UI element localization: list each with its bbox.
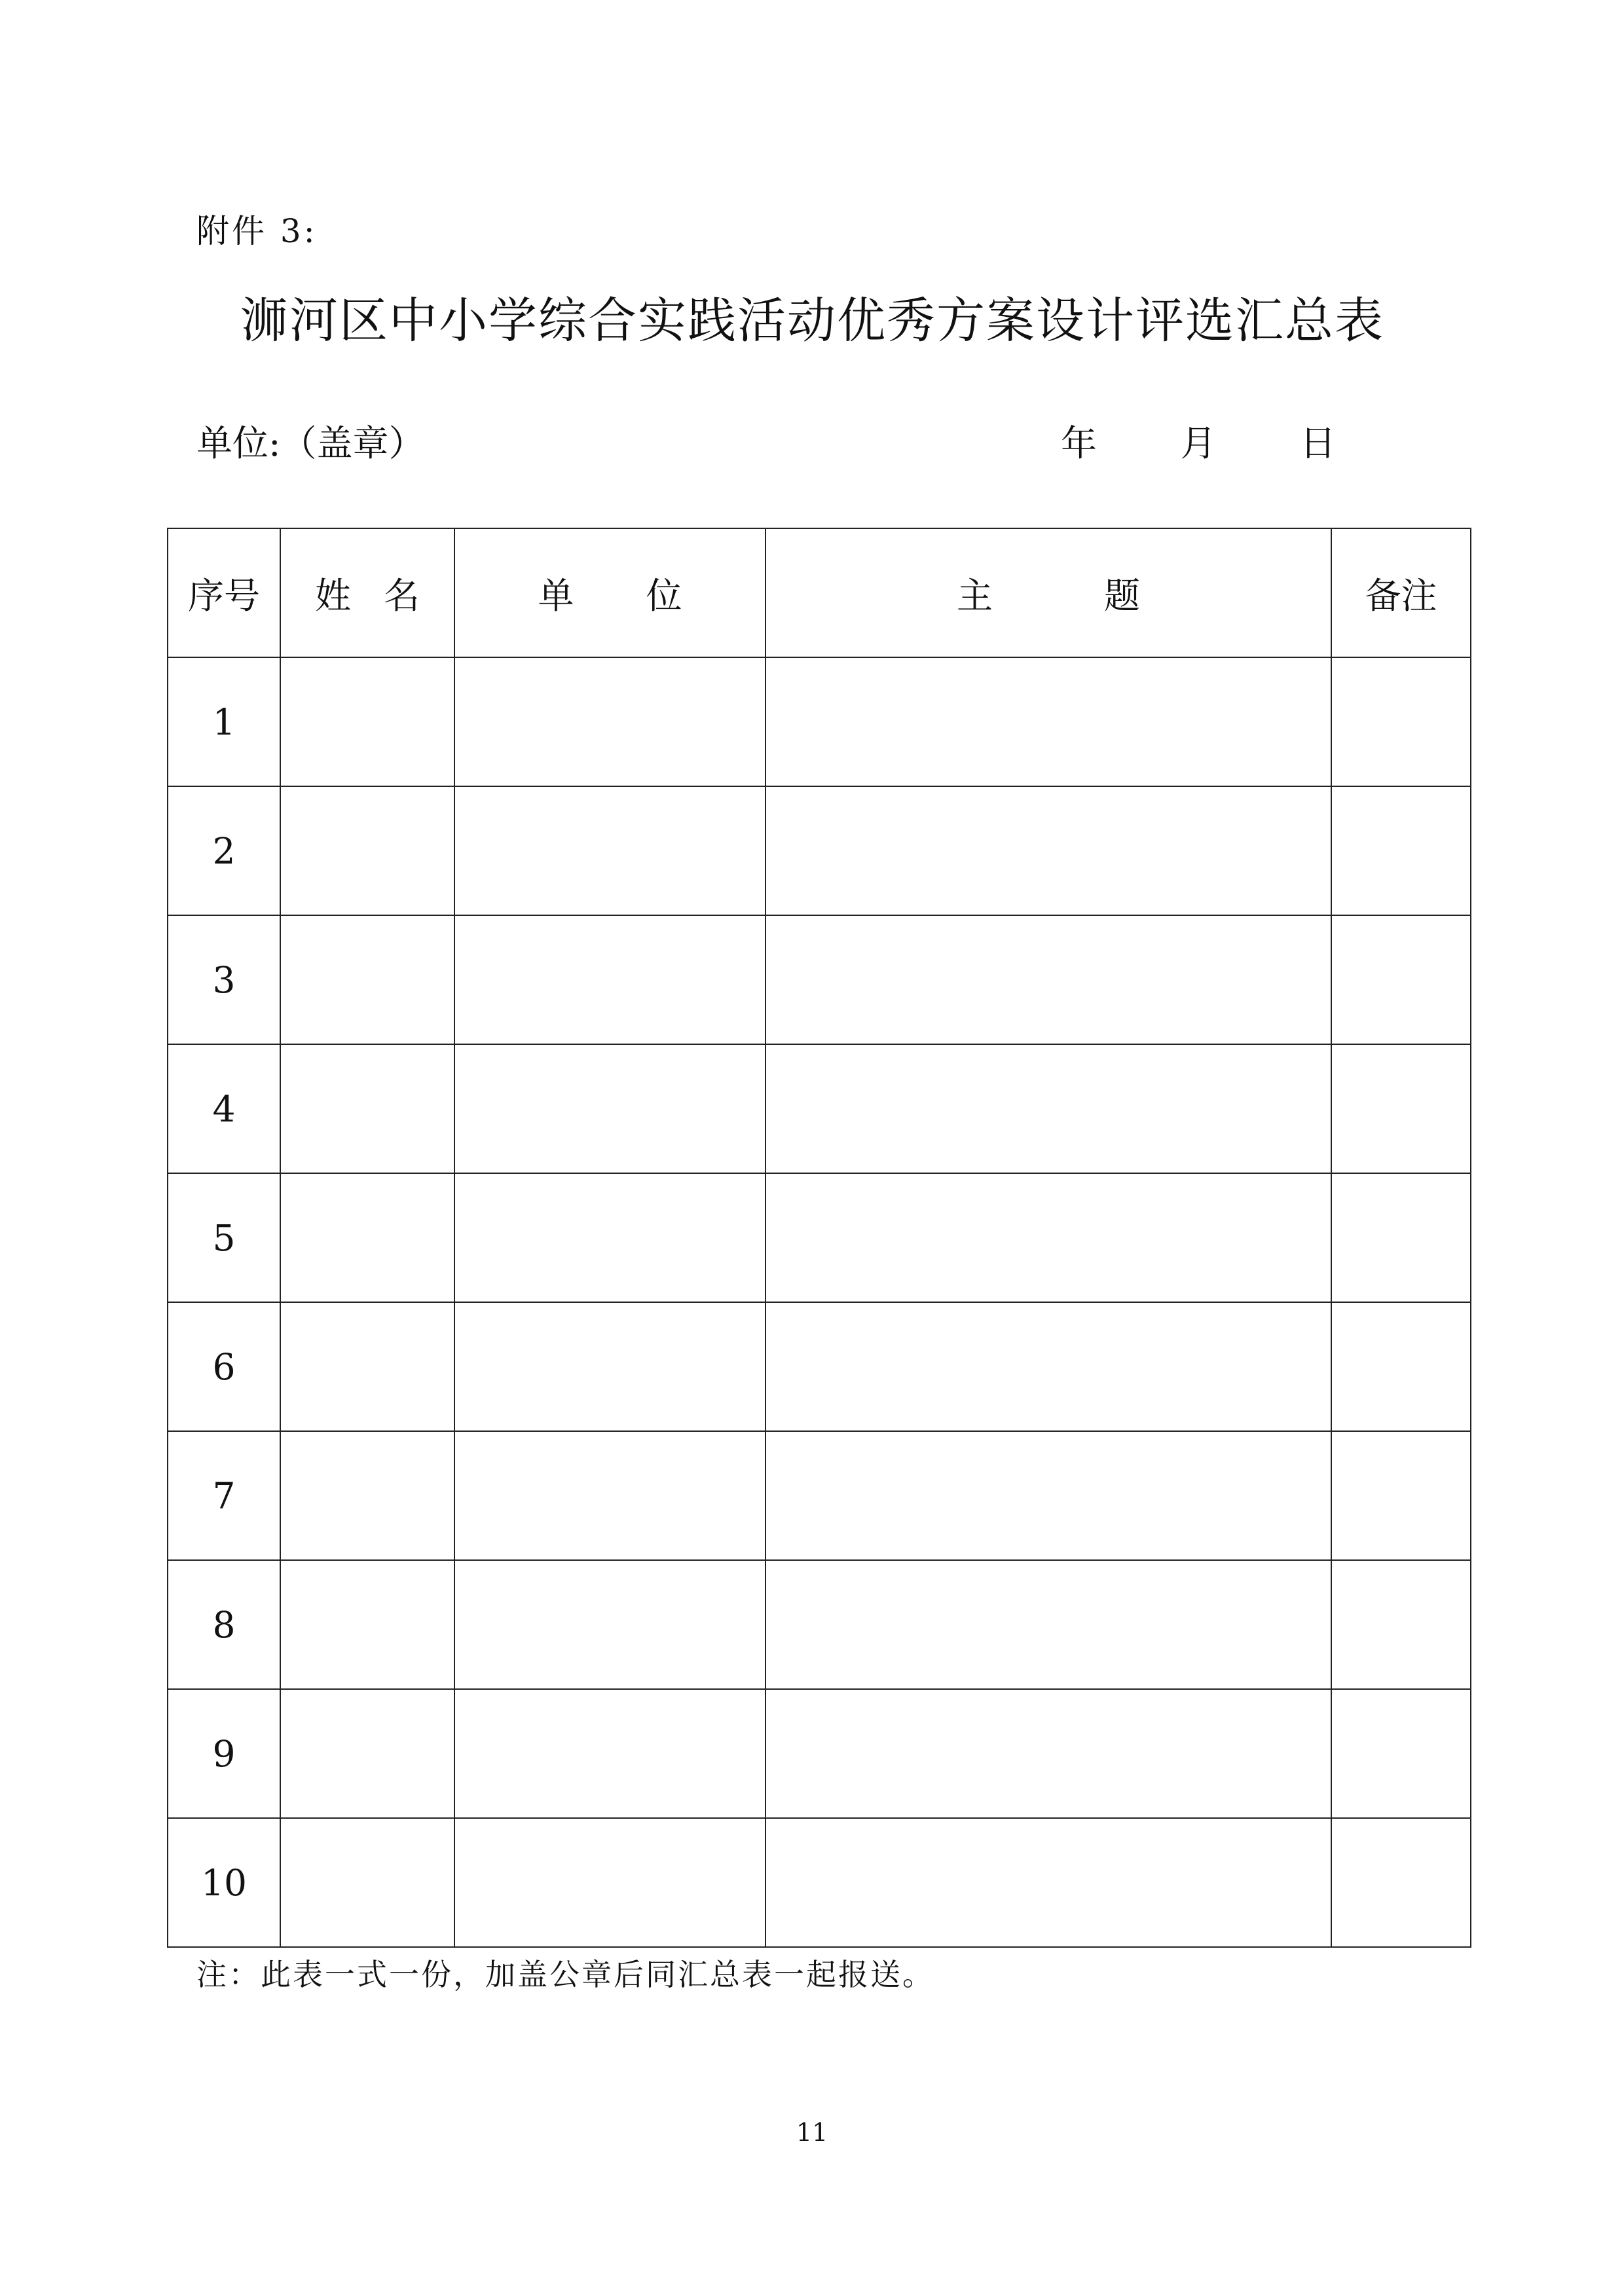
cell-unit[interactable] xyxy=(454,1044,766,1173)
cell-remark[interactable] xyxy=(1331,786,1471,915)
cell-unit[interactable] xyxy=(454,1302,766,1431)
cell-remark[interactable] xyxy=(1331,1173,1471,1302)
cell-seq: 7 xyxy=(168,1431,280,1560)
date-line xyxy=(1061,419,1336,468)
table-row xyxy=(168,1431,1471,1560)
cell-remark[interactable] xyxy=(1331,1560,1471,1689)
cell-remark[interactable] xyxy=(1331,1818,1471,1947)
header-remark: 备注 xyxy=(1331,528,1471,657)
table-row xyxy=(168,1560,1471,1689)
cell-remark[interactable] xyxy=(1331,1431,1471,1560)
header-seq: 序号 xyxy=(168,528,280,657)
cell-unit[interactable] xyxy=(454,1689,766,1818)
table-row xyxy=(168,657,1471,786)
cell-topic[interactable] xyxy=(766,657,1331,786)
table-row xyxy=(168,1818,1471,1947)
date-day-label: 日 xyxy=(1299,422,1336,464)
cell-unit[interactable] xyxy=(454,1173,766,1302)
cell-seq: 5 xyxy=(168,1173,280,1302)
cell-seq: 8 xyxy=(168,1560,280,1689)
header-name: 姓名 xyxy=(280,528,454,657)
cell-name[interactable] xyxy=(280,786,454,915)
attachment-label: 附件 3: xyxy=(196,212,318,250)
cell-topic[interactable] xyxy=(766,1302,1331,1431)
header-unit: 单位 xyxy=(454,528,766,657)
table-row xyxy=(168,786,1471,915)
cell-name[interactable] xyxy=(280,1689,454,1818)
table-row xyxy=(168,1302,1471,1431)
summary-table xyxy=(167,528,1471,1948)
unit-seal-label: 单位:（盖章） xyxy=(196,422,425,464)
table-row xyxy=(168,1173,1471,1302)
cell-seq: 6 xyxy=(168,1302,280,1431)
cell-unit[interactable] xyxy=(454,915,766,1044)
header-topic: 主题 xyxy=(766,528,1331,657)
cell-name[interactable] xyxy=(280,1044,454,1173)
cell-seq: 4 xyxy=(168,1044,280,1173)
cell-seq: 9 xyxy=(168,1689,280,1818)
cell-seq: 3 xyxy=(168,915,280,1044)
cell-unit[interactable] xyxy=(454,657,766,786)
cell-unit[interactable] xyxy=(454,1560,766,1689)
table-row xyxy=(168,1689,1471,1818)
cell-name[interactable] xyxy=(280,1302,454,1431)
cell-remark[interactable] xyxy=(1331,915,1471,1044)
cell-remark[interactable] xyxy=(1331,1302,1471,1431)
cell-name[interactable] xyxy=(280,1431,454,1560)
cell-seq: 2 xyxy=(168,786,280,915)
cell-name[interactable] xyxy=(280,1818,454,1947)
date-month-label: 月 xyxy=(1180,422,1217,464)
cell-seq: 1 xyxy=(168,657,280,786)
cell-topic[interactable] xyxy=(766,1173,1331,1302)
cell-topic[interactable] xyxy=(766,1689,1331,1818)
cell-unit[interactable] xyxy=(454,1431,766,1560)
cell-seq: 10 xyxy=(168,1818,280,1947)
table-row xyxy=(168,915,1471,1044)
cell-unit[interactable] xyxy=(454,786,766,915)
table-body xyxy=(168,657,1471,1947)
cell-topic[interactable] xyxy=(766,1818,1331,1947)
cell-topic[interactable] xyxy=(766,786,1331,915)
cell-remark[interactable] xyxy=(1331,1044,1471,1173)
cell-unit[interactable] xyxy=(454,1818,766,1947)
cell-remark[interactable] xyxy=(1331,657,1471,786)
cell-topic[interactable] xyxy=(766,1431,1331,1560)
date-year-label: 年 xyxy=(1061,422,1098,464)
cell-topic[interactable] xyxy=(766,915,1331,1044)
table-row xyxy=(168,1044,1471,1173)
page-number: 11 xyxy=(796,2118,828,2147)
cell-remark[interactable] xyxy=(1331,1689,1471,1818)
cell-topic[interactable] xyxy=(766,1044,1331,1173)
document-title: 浉河区中小学综合实践活动优秀方案设计评选汇总表 xyxy=(240,293,1384,349)
table-header-row xyxy=(168,528,1471,657)
cell-topic[interactable] xyxy=(766,1560,1331,1689)
footnote: 注：此表一式一份，加盖公章后同汇总表一起报送。 xyxy=(196,1957,934,1992)
cell-name[interactable] xyxy=(280,1560,454,1689)
cell-name[interactable] xyxy=(280,1173,454,1302)
cell-name[interactable] xyxy=(280,915,454,1044)
cell-name[interactable] xyxy=(280,657,454,786)
